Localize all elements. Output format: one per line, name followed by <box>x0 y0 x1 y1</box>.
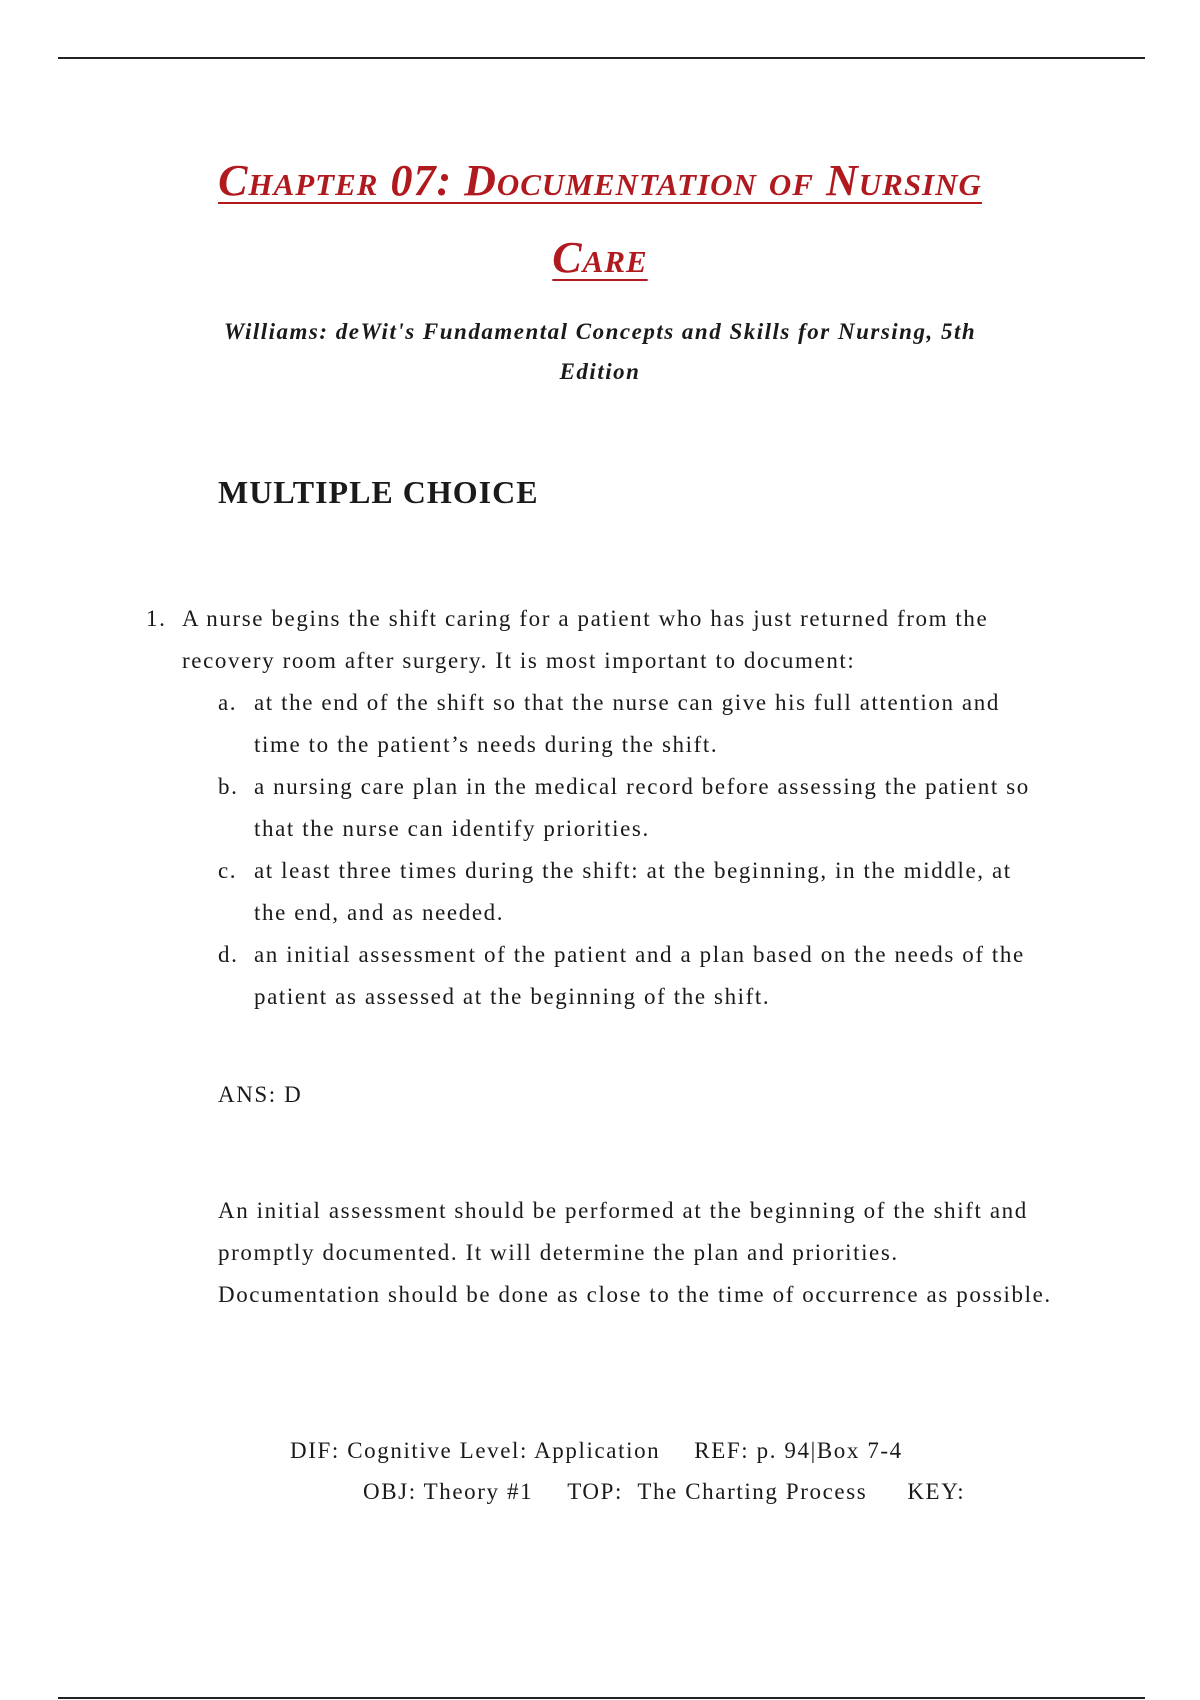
top-rule <box>58 57 1145 59</box>
meta-top: TOP: The Charting Process <box>567 1479 868 1504</box>
chapter-title <box>0 142 1200 296</box>
question-number: 1. <box>146 606 167 631</box>
option-text: at the end of the shift so that the nurse can give his full attention and time to the patient’s needs during the shift. <box>254 690 1000 757</box>
option-d <box>218 934 1048 1018</box>
section-heading: MULTIPLE CHOICE <box>218 474 539 510</box>
meta-obj: OBJ: Theory #1 <box>363 1479 534 1504</box>
bottom-rule <box>58 1697 1145 1699</box>
question-meta-line1 <box>290 1430 903 1472</box>
option-letter: d. <box>218 942 239 967</box>
chapter-title-line1: Chapter 07: Documentation of Nursing <box>218 156 982 205</box>
option-a <box>218 682 1048 766</box>
rationale: An initial assessment should be performed at the beginning of the shift and promptly documented. It will determine the plan and priorities. Documentation should be done as close to the time of occurrence as possible. <box>218 1198 1052 1307</box>
option-text: an initial assessment of the patient and a plan based on the needs of the patient as assessed at the beginning of the shift. <box>254 942 1025 1009</box>
subtitle-line2: Edition <box>559 359 641 384</box>
option-text: at least three times during the shift: at the beginning, in the middle, at the end, and as needed. <box>254 858 1012 925</box>
option-c <box>218 850 1048 934</box>
meta-ref: REF: p. 94|Box 7-4 <box>694 1438 903 1463</box>
book-subtitle <box>170 312 1030 392</box>
option-letter: c. <box>218 858 238 883</box>
subtitle-line1: Williams: deWit's Fundamental Concepts and Skills for Nursing, 5th <box>223 319 977 344</box>
option-text: a nursing care plan in the medical record before assessing the patient so that the nurse can identify priorities. <box>254 774 1030 841</box>
question-meta-line2 <box>363 1471 965 1513</box>
question-block <box>146 598 1046 1018</box>
question-stem: A nurse begins the shift caring for a patient who has just returned from the recovery room after surgery. It is most important to document: <box>182 606 989 673</box>
chapter-title-line2: Care <box>552 233 648 282</box>
meta-key: KEY: <box>907 1479 966 1504</box>
meta-dif: DIF: Cognitive Level: Application <box>290 1438 661 1463</box>
option-letter: b. <box>218 774 239 799</box>
answer-key: ANS: D <box>218 1082 303 1107</box>
option-b <box>218 766 1048 850</box>
answer-options <box>218 682 1048 1018</box>
option-letter: a. <box>218 690 238 715</box>
